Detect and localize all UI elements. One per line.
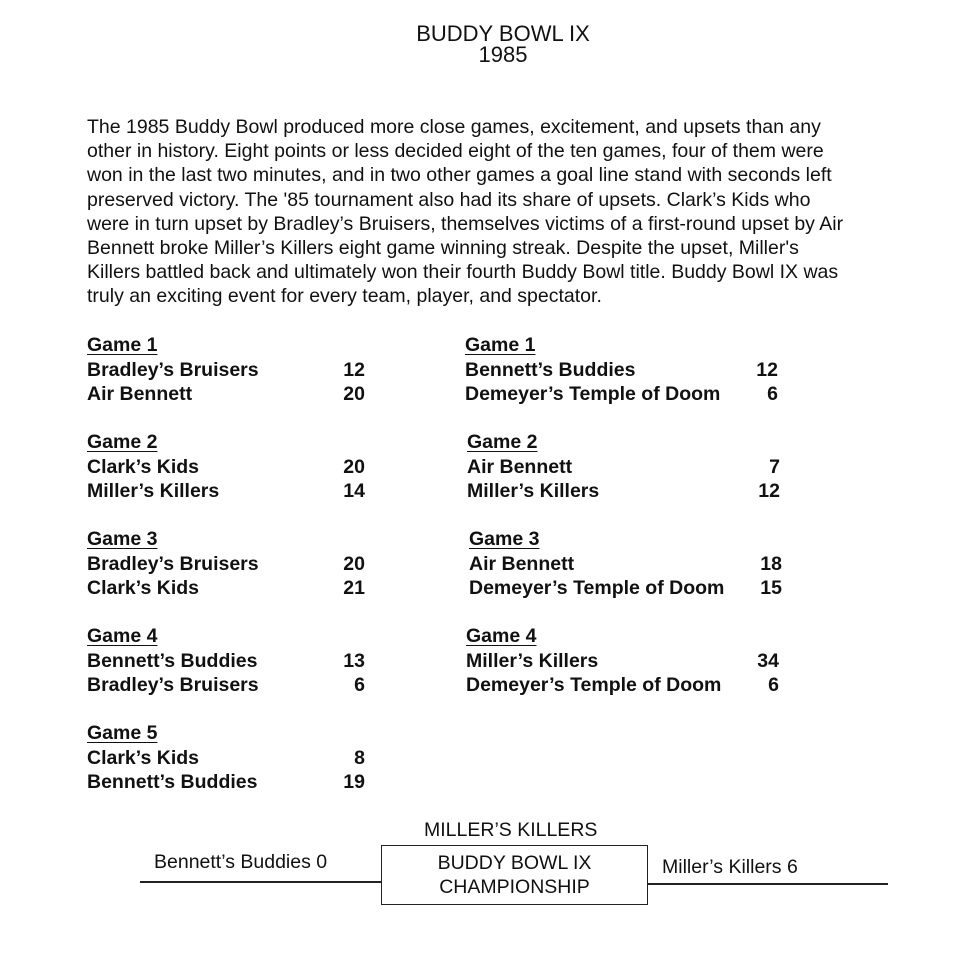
team-score: 18 <box>760 552 782 575</box>
team-row <box>467 455 780 480</box>
team-row <box>465 382 778 407</box>
team-name: Bradley’s Bruisers <box>87 552 259 575</box>
team-row <box>87 770 365 795</box>
team-score: 12 <box>758 480 780 502</box>
team-score: 20 <box>343 552 365 575</box>
team-score: 6 <box>768 674 779 696</box>
team-score: 8 <box>354 746 365 769</box>
left-game-2 <box>87 430 365 504</box>
team-name: Bradley’s Bruisers <box>87 674 259 696</box>
right-game-2 <box>467 430 780 504</box>
paragraph-line: The 1985 Buddy Bowl produced more close games, excitement, and upsets than any <box>87 116 821 138</box>
team-row <box>87 455 365 480</box>
championship-box <box>381 845 648 905</box>
team-name: Bradley’s Bruisers <box>87 358 259 381</box>
team-row <box>466 649 779 674</box>
team-row <box>87 746 365 771</box>
team-score: 12 <box>343 358 365 381</box>
team-name: Air Bennett <box>87 383 193 405</box>
team-name: Bennett’s Buddies <box>465 358 636 381</box>
team-name: Demeyer’s Temple of Doom <box>469 577 725 599</box>
team-row <box>465 358 778 383</box>
championship-box-line1: BUDDY BOWL IX <box>437 852 592 874</box>
paragraph-line: other in history. Eight points or less decided eight of the ten games, four of them were <box>87 140 824 163</box>
championship-box-line2: CHAMPIONSHIP <box>439 876 590 898</box>
team-name: Miller’s Killers <box>87 480 220 502</box>
left-game-4 <box>87 624 365 698</box>
team-name: Bennett’s Buddies <box>87 649 258 672</box>
game-title: Game 1 <box>465 334 536 356</box>
team-score: 20 <box>343 455 365 478</box>
team-name: Clark’s Kids <box>87 577 199 599</box>
team-row <box>466 673 779 698</box>
team-row <box>87 552 365 577</box>
game-title: Game 3 <box>87 528 158 550</box>
document-year: 1985 <box>478 42 528 67</box>
bracket-line-left <box>140 881 381 883</box>
right-game-3 <box>469 527 782 601</box>
game-title: Game 3 <box>469 528 540 550</box>
championship-left-team: Bennett’s Buddies 0 <box>154 851 328 873</box>
right-game-4 <box>466 624 779 698</box>
team-row <box>467 479 780 504</box>
team-score: 20 <box>343 383 365 405</box>
paragraph-line: Killers battled back and ultimately won their fourth Buddy Bowl title. Buddy Bowl IX was <box>87 261 839 284</box>
team-name: Demeyer’s Temple of Doom <box>465 383 721 405</box>
team-name: Clark’s Kids <box>87 455 199 478</box>
team-row <box>469 576 782 601</box>
intro-paragraph <box>87 115 843 309</box>
team-score: 6 <box>354 674 365 696</box>
left-game-5 <box>87 721 365 795</box>
team-name: Bennett’s Buddies <box>87 771 258 793</box>
championship-right-team: Miller’s Killers 6 <box>662 856 798 878</box>
team-score: 13 <box>343 649 365 672</box>
game-title: Game 2 <box>87 431 158 453</box>
paragraph-line: won in the last two minutes, and in two other games a goal line stand with seconds left <box>87 164 832 187</box>
team-score: 15 <box>760 577 782 599</box>
team-row <box>87 479 365 504</box>
team-score: 34 <box>757 649 779 672</box>
team-name: Miller’s Killers <box>467 480 600 502</box>
team-name: Demeyer’s Temple of Doom <box>466 674 722 696</box>
team-score: 21 <box>343 577 365 599</box>
team-row <box>469 552 782 577</box>
game-title: Game 5 <box>87 722 158 744</box>
paragraph-line: were in turn upset by Bradley’s Bruisers, themselves victims of a first-round upset by Air <box>87 212 844 235</box>
team-name: Air Bennett <box>467 455 573 478</box>
game-title: Game 4 <box>87 625 158 647</box>
bracket-line-right <box>648 883 888 885</box>
team-score: 6 <box>767 383 778 405</box>
team-score: 19 <box>343 771 365 793</box>
document-title: BUDDY BOWL IX <box>416 21 590 46</box>
game-title: Game 2 <box>467 431 538 453</box>
team-name: Miller’s Killers <box>466 649 599 672</box>
right-game-1 <box>465 333 778 407</box>
champion-name: MILLER’S KILLERS <box>424 819 598 841</box>
team-score: 12 <box>756 358 778 381</box>
left-game-1 <box>87 333 365 407</box>
team-score: 7 <box>769 455 780 478</box>
team-row <box>87 382 365 407</box>
paragraph-line: preserved victory. The '85 tournament also had its share of upsets. Clark’s Kids who <box>87 188 811 211</box>
game-title: Game 4 <box>466 625 537 647</box>
team-name: Clark’s Kids <box>87 746 199 769</box>
paragraph-line: Bennett broke Miller’s Killers eight game winning streak. Despite the upset, Miller's <box>87 236 799 259</box>
paragraph-line: truly an exciting event for every team, player, and spectator. <box>87 285 602 308</box>
team-row <box>87 649 365 674</box>
team-row <box>87 673 365 698</box>
team-name: Air Bennett <box>469 552 575 575</box>
left-game-3 <box>87 527 365 601</box>
team-row <box>87 576 365 601</box>
game-title: Game 1 <box>87 334 158 356</box>
team-row <box>87 358 365 383</box>
team-score: 14 <box>343 480 365 502</box>
